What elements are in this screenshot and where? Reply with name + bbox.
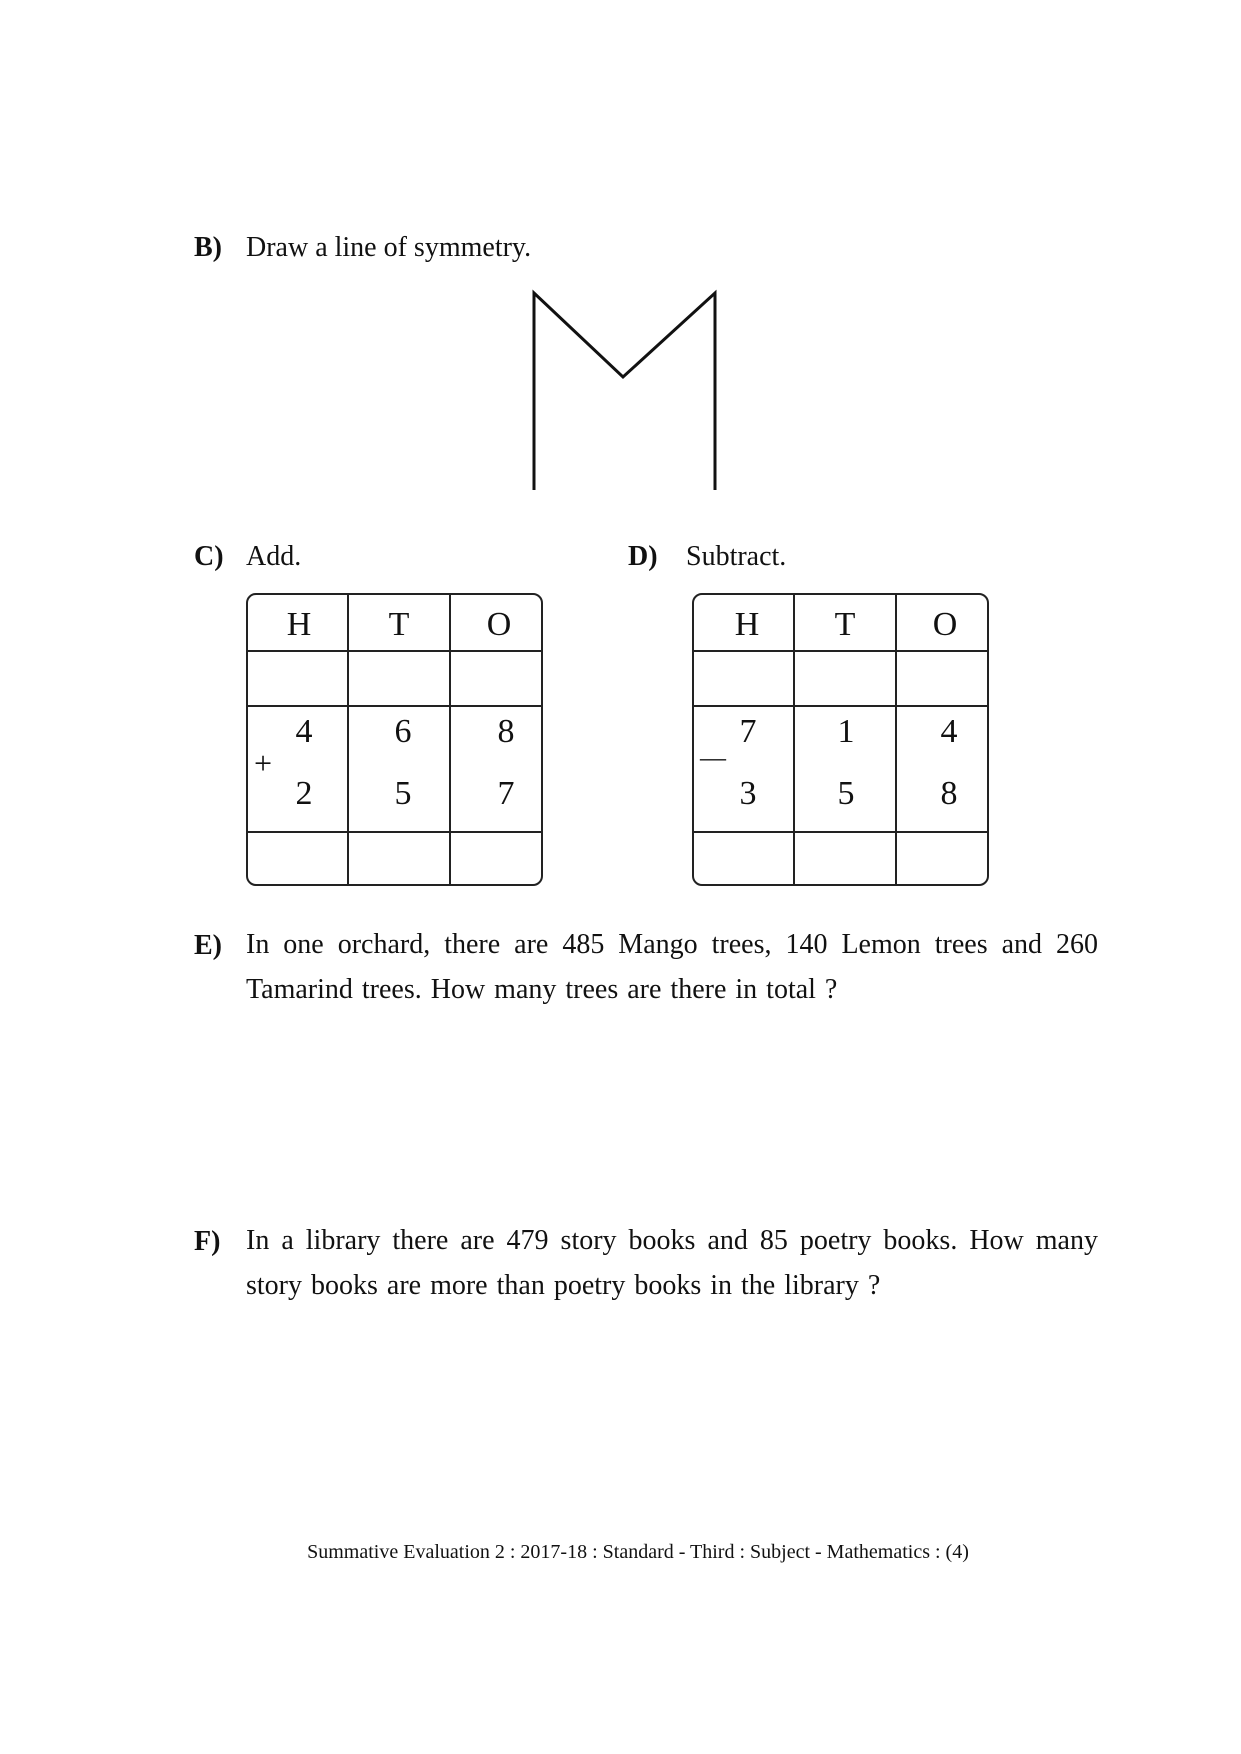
question-d-text: Subtract. — [686, 541, 787, 572]
add-result-o[interactable] — [469, 839, 529, 879]
question-b-label: B) — [194, 232, 222, 263]
sub-answer-h[interactable] — [717, 661, 777, 701]
sub-row2-o: 8 — [940, 775, 958, 812]
question-b-text: Draw a line of symmetry. — [246, 232, 532, 263]
sub-result-t[interactable] — [815, 839, 875, 879]
sub-row2-t: 5 — [837, 775, 855, 812]
sub-header-t: T — [834, 606, 856, 643]
sub-row2-h: 3 — [739, 775, 757, 812]
plus-sign: + — [254, 745, 273, 781]
add-row1-h: 4 — [295, 713, 313, 750]
question-f-text: In a library there are 479 story books and 85 poetry books. How many story books are more than poetry books in the library ? — [246, 1225, 1098, 1301]
add-answer-h[interactable] — [269, 661, 329, 701]
question-e-text: In one orchard, there are 485 Mango trees, 140 Lemon trees and 260 Tamarind trees. How many trees are there in total ? — [246, 929, 1098, 1005]
question-d-label: D) — [628, 541, 658, 572]
question-f-label: F) — [194, 1226, 221, 1257]
add-header-h: H — [286, 606, 312, 643]
add-result-t[interactable] — [369, 839, 429, 879]
minus-sign: — — [700, 743, 726, 772]
sub-row1-h: 7 — [739, 713, 757, 750]
question-e-label: E) — [194, 930, 222, 961]
add-row2-h: 2 — [295, 775, 313, 812]
sub-answer-t[interactable] — [815, 661, 875, 701]
add-row2-o: 7 — [497, 775, 515, 812]
add-row1-o: 8 — [497, 713, 515, 750]
sub-row1-o: 4 — [940, 713, 958, 750]
addition-table — [246, 593, 543, 886]
add-answer-o[interactable] — [469, 661, 529, 701]
subtraction-table — [692, 593, 989, 886]
page-footer: Summative Evaluation 2 : 2017-18 : Standard - Third : Subject - Mathematics : (4) — [307, 1541, 969, 1563]
sub-header-o: O — [932, 606, 958, 643]
question-c-label: C) — [194, 541, 224, 572]
add-row2-t: 5 — [394, 775, 412, 812]
add-row1-t: 6 — [394, 713, 412, 750]
add-result-h[interactable] — [269, 839, 329, 879]
add-header-o: O — [486, 606, 512, 643]
add-answer-t[interactable] — [369, 661, 429, 701]
sub-row1-t: 1 — [837, 713, 855, 750]
sub-answer-o[interactable] — [915, 661, 975, 701]
sub-header-h: H — [734, 606, 760, 643]
question-c-text: Add. — [246, 541, 302, 572]
sub-result-o[interactable] — [915, 839, 975, 879]
sub-result-h[interactable] — [717, 839, 777, 879]
add-header-t: T — [388, 606, 410, 643]
